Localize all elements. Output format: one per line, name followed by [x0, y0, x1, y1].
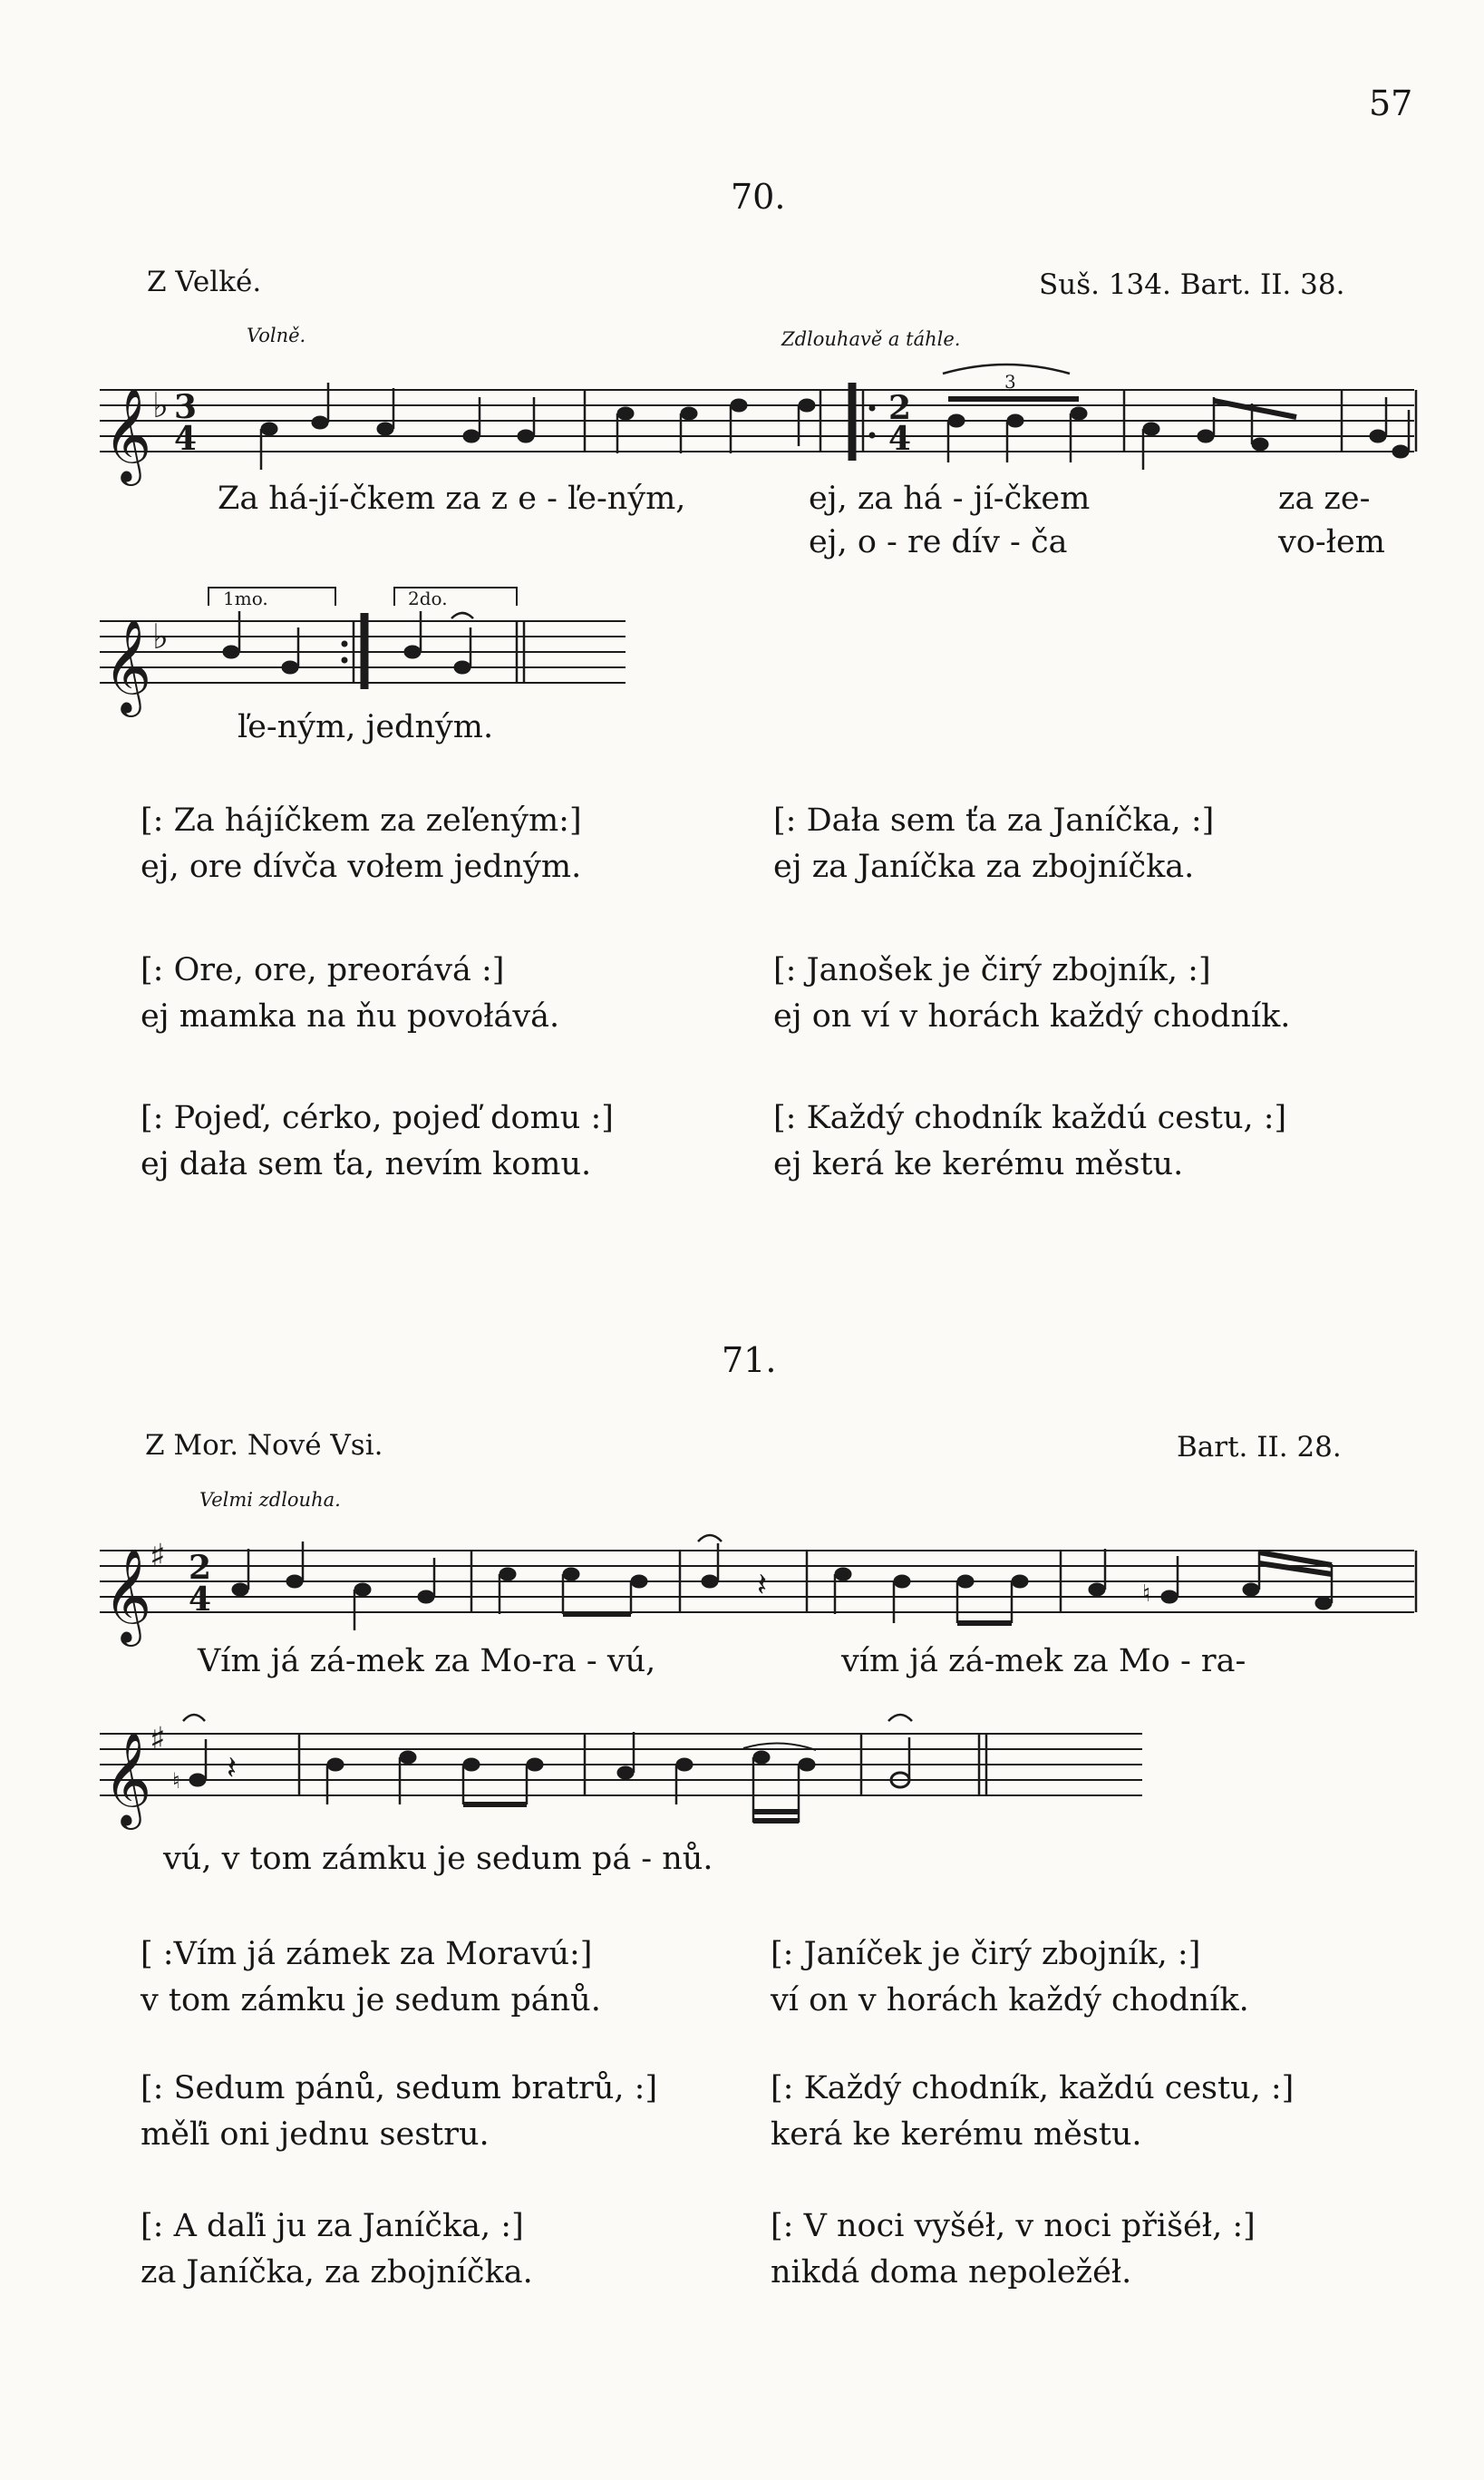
tempo-marking: Velmi zdlouha. [199, 1489, 341, 1511]
verse [141, 948, 559, 1040]
rest-icon: 𝄽 [757, 1567, 768, 1604]
verse-line: ej dała sem ťa, nevím komu. [141, 1146, 592, 1182]
lyrics: vo-łem [1278, 524, 1385, 560]
time-signature-bottom: 4 [888, 420, 912, 458]
tempo-marking: Volně. [247, 325, 306, 346]
verse-line: [ :Vím já zámek za Moravú:] [141, 1936, 593, 1972]
verse-line: [: Sedum pánů, sedum bratrů, :] [141, 2070, 658, 2106]
verse-line: [: Dała sem ťa za Janíčka, :] [773, 802, 1215, 839]
music-staff [91, 580, 635, 714]
verse [771, 2066, 1294, 2158]
time-signature-top: 3 [174, 388, 198, 426]
verse-line: ví on v horách každý chodník. [771, 1982, 1249, 2018]
notes [223, 611, 524, 689]
verse-line: ej kerá ke kerému městu. [773, 1146, 1184, 1182]
verse-line: [: A daľi ju za Janíčka, :] [141, 2208, 524, 2244]
natural-sign-icon: ♮ [172, 1768, 180, 1794]
lyrics: vú, v tom zámku je sedum pá - nů. [163, 1841, 713, 1877]
verse-line: [: Ore, ore, preorává :] [141, 952, 505, 988]
verse [141, 1095, 614, 1188]
rest-icon: 𝄽 [227, 1750, 238, 1787]
flat-sign-icon: ♭ [152, 617, 169, 656]
time-signature-bottom: 4 [189, 1580, 212, 1619]
verse-line: v tom zámku je sedum pánů. [141, 1982, 601, 2018]
volta-brackets [209, 588, 517, 609]
lyrics: vím já zá-mek za Mo - ra- [841, 1643, 1246, 1679]
verse [771, 1931, 1249, 2024]
natural-sign-icon: ♮ [1142, 1580, 1151, 1608]
verse [141, 798, 582, 890]
lyrics: Za há-jí-čkem za z e - ľe-ným, [218, 481, 686, 517]
volta-2-label: 2do. [408, 588, 448, 609]
verse-line: [: V noci vyšéł, v noci přišéł, :] [771, 2208, 1256, 2244]
verse-line: měľi oni jednu sestru. [141, 2116, 490, 2153]
notes [232, 1535, 1416, 1630]
verse-line: [: Za hájíčkem za zeľeným:] [141, 802, 582, 839]
notes [943, 365, 1416, 470]
song-origin: Z Mor. Nové Vsi. [145, 1429, 383, 1462]
time-signature-bottom: 4 [174, 420, 198, 458]
verse [773, 1095, 1286, 1188]
verse-line: [: Každý chodník, každú cestu, :] [771, 2070, 1295, 2106]
music-staff [91, 1523, 1423, 1650]
verse-line: [: Každý chodník každú cestu, :] [773, 1100, 1287, 1136]
verse-line: ej za Janíčka za zbojníčka. [773, 849, 1195, 885]
verse [771, 2203, 1256, 2296]
lyrics: za ze- [1278, 481, 1371, 517]
tempo-marking: Zdlouhavě a táhle. [781, 328, 961, 350]
volta-1-label: 1mo. [223, 588, 268, 609]
svg-text:3: 3 [1004, 371, 1016, 393]
song-number: 70. [731, 177, 786, 217]
song-origin: Z Velké. [147, 266, 262, 298]
verse-line: [: Janíček je čirý zbojník, :] [771, 1936, 1201, 1972]
verse [141, 2066, 657, 2158]
page-number: 57 [1369, 83, 1413, 123]
song-number: 71. [722, 1340, 777, 1380]
music-staff [91, 363, 1423, 490]
verse-line: [: Janošek je čirý zbojník, :] [773, 952, 1211, 988]
song-source: Bart. II. 28. [1177, 1431, 1342, 1464]
sharp-sign-icon: ♯ [150, 1538, 166, 1575]
verse-line: kerá ke kerému městu. [771, 2116, 1142, 2153]
verse-line: [: Pojeď, cérko, pojeď domu :] [141, 1100, 614, 1136]
verse-line: za Janíčka, za zbojníčka. [141, 2254, 533, 2290]
lyrics: Vím já zá-mek za Mo-ra - vú, [198, 1643, 656, 1679]
flat-sign-icon: ♭ [152, 385, 169, 425]
time-signature-top: 2 [888, 389, 912, 427]
verse [773, 948, 1290, 1040]
verse-line: ej on ví v horách každý chodník. [773, 998, 1291, 1035]
verse-line: ej, ore dívča vołem jedným. [141, 849, 582, 885]
lyrics: ľe-ným, jedným. [238, 709, 494, 745]
sharp-sign-icon: ♯ [150, 1721, 166, 1758]
time-signature-top: 2 [189, 1549, 212, 1587]
treble-clef-icon: 𝄞 [103, 1548, 152, 1643]
lyrics: ej, o - re dív - ča [809, 524, 1068, 560]
verse-line: ej mamka na ňu povołává. [141, 998, 560, 1035]
treble-clef-icon: 𝄞 [103, 387, 152, 482]
verse [141, 2203, 533, 2296]
verse-line: nikdá doma nepoležéł. [771, 2254, 1132, 2290]
song-source: Suš. 134. Bart. II. 38. [1039, 268, 1345, 301]
notes [172, 1715, 986, 1823]
verse [773, 798, 1214, 890]
treble-clef-icon: 𝄞 [103, 1731, 152, 1826]
verse [141, 1931, 601, 2024]
treble-clef-icon: 𝄞 [103, 618, 152, 714]
music-staff [91, 1705, 1178, 1832]
notes [261, 383, 875, 470]
lyrics: ej, za há - jí-čkem [809, 481, 1091, 517]
